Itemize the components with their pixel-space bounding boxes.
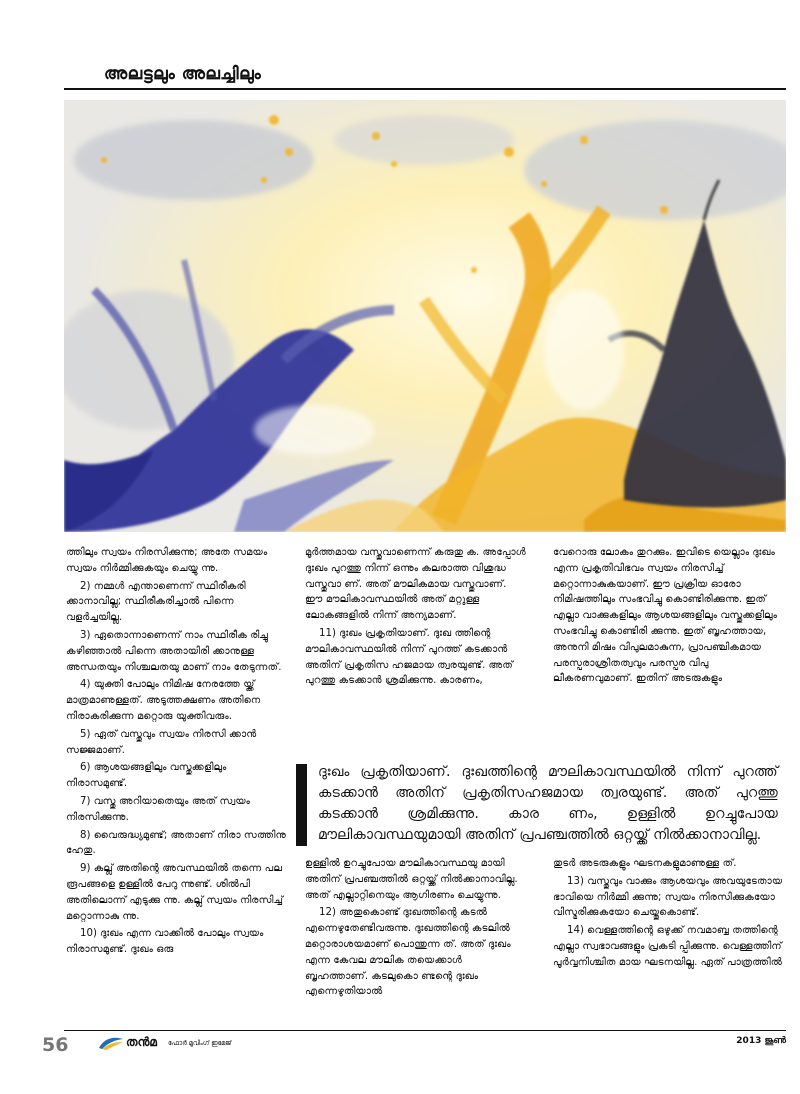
text-column-2 bbox=[305, 545, 527, 691]
pull-quote-bar bbox=[296, 764, 307, 846]
magazine-logo-icon bbox=[98, 1036, 124, 1050]
text-column-3-lower bbox=[553, 856, 783, 973]
page-footer bbox=[42, 1030, 786, 1056]
paragraph: 12) അതുകൊണ്ട് ദുഃഖത്തിന്റെ കടൽ എന്നെഴുതേണ്ടിവരുന്നു. ദുഃഖത്തിന്റെ കടലിൽ മറ്റൊരാശയമാണ് പൊന്തുന്ന ത്. അത് ദുഃഖം എന്ന കേവല മൗലിക തയെക്കാൾ ബൃഹത്താണ്. കടലുകൊ ണ്ടന്റെ ദുഃഖം എന്നെഴുതിയാൽ bbox=[305, 907, 511, 998]
text-column-3 bbox=[553, 545, 783, 689]
pull-quote-text: ദുഃഖം പ്രകൃതിയാണ്. ദുഃഖത്തിന്റെ മൗലികാവസ്ഥയിൽ നിന്ന് പുറത്ത് കടക്കാൻ അതിന് പ്രകൃതിസഹജമായ ത്വരയുണ്ട്. അത് പുറത്തു കടക്കാൻ ശ്രമിക്കുന്നു. കാര ണം, ഉള്ളിൽ ഉറച്ചുപോയ മൗലികാവസ്ഥയുമായി അതിന് പ്രപഞ്ചത്തിൽ ഒറ്റയ്ക്ക് നിൽക്കാനാവില്ല. bbox=[318, 764, 778, 843]
page-number: 56 bbox=[42, 1034, 69, 1056]
paragraph: തുടർ അടരുകളും ഘടനകളുമാണുള്ള ത്. bbox=[553, 858, 737, 869]
section-title: അലട്ടലും അലച്ചിലും bbox=[104, 64, 262, 84]
paragraph: 3) ഏതൊന്നാണെന്ന് നാം സ്ഥിരീക രിച്ചു കഴിഞ്ഞാൽ പിന്നെ അതായിരി ക്കാനുള്ള അന്ധതയും നിശ്ചലതയു മാണ് നാം തേടുന്നത്. bbox=[66, 629, 282, 673]
magazine-tagline: ഫോർ മൂവിംഗ് ഇമേജ് bbox=[168, 1039, 232, 1047]
issue-date: 2013 ജൂൺ bbox=[736, 1036, 786, 1046]
paragraph: 9) കല്ല് അതിന്റെ അവസ്ഥയിൽ തന്നെ പല രൂപങ്ങളെ ഉള്ളിൽ പേറു ന്നുണ്ട്. ശിൽപി അതിലൊന്ന് എടുക്കു ന്നു. കല്ല് സ്വയം നിരസിച്ച് മറ്റൊന്നാകു ന്നു. bbox=[66, 863, 284, 922]
paragraph: 6) ആശയങ്ങളിലും വസ്തുക്കളിലും നിരാസമുണ്ട്. bbox=[66, 762, 227, 790]
pull-quote bbox=[296, 762, 782, 846]
paragraph: 4) യുക്തി പോലും നിമിഷ നേരത്തേ യ്ക്ക് മാത്രമാണുള്ളത്. അടുത്തക്ഷണം അതിനെ നിരാകരിക്കുന്ന മറ്റൊരു യുക്തിവരും. bbox=[66, 679, 261, 722]
paragraph: ഉള്ളിൽ ഉറച്ചുപോയ മൗലികാവസ്ഥയു മായി അതിന് പ്രപഞ്ചത്തിൽ ഒറ്റയ്ക്ക് നിൽക്കാനാവില്ല. അത് എല്ലാറ്റിനെയും ആഗിരണം ചെയ്യുന്നു. bbox=[305, 858, 518, 901]
paragraph: 10) ദുഃഖം എന്ന വാക്കിൽ പോലും സ്വയം നിരാസമുണ്ട്. ദുഃഖം ഒരു bbox=[66, 928, 264, 956]
watercolor-painting bbox=[64, 100, 786, 532]
paragraph: 13) വസ്തുവും വാക്കും ആശയവും അവയുടേതായ ഭാവിയെ നിർമ്മി ക്കുന്നു; സ്വയം നിരസിക്കുകയോ വിസ്മരിക്കുകയോ ചെയ്തുകൊണ്ട്. bbox=[553, 875, 783, 919]
magazine-name: തൻമ bbox=[126, 1035, 157, 1049]
text-column-1 bbox=[66, 545, 288, 960]
paragraph: 7) വസ്തു അറിയാതെയും അത് സ്വയം നിരസിക്കുന്നു. bbox=[66, 795, 251, 823]
paragraph: 14) വെള്ളത്തിന്റെ ഒഴുക്ക് നവമാബ്ബ തത്തിന്റെ എല്ലാ സ്വഭാവങ്ങളും പ്രകടി പ്പിക്കുന്നു. വെള്ളത്തിന് പൂർവ്വനിശ്ചിത മായ ഘടനയില്ല. ഏത് പാത്രത്തിൽ bbox=[553, 925, 783, 968]
paragraph: ത്തിലും സ്വയം നിരസിക്കുന്നു; അതേ സമയം സ്വയം നിർമ്മിക്കുകയും ചെയ്യു ന്നു. bbox=[66, 547, 268, 574]
paragraph: 11) ദുഃഖം പ്രകൃതിയാണ്. ദുഃഖ ത്തിന്റെ മൗലികാവസ്ഥയിൽ നിന്ന് പുറത്ത് കടക്കാൻ അതിന് പ്രകൃതിസ ഹജമായ ത്വരയുണ്ട്. അത് പുറത്തു കടക്കാൻ ശ്രമിക്കുന്നു. കാരണം, bbox=[305, 627, 514, 687]
page-header bbox=[64, 62, 786, 88]
paragraph: വേറൊരു ലോകം തുറക്കും. ഇവിടെ യെല്ലാം ദുഃഖം എന്ന പ്രകൃതിവിഭവം സ്വയം നിരസിച്ച് മറ്റൊന്നാകുകയാണ്. ഈ പ്രക്രിയ ഓരോ നിമിഷത്തിലും സംഭവിച്ചു കൊണ്ടിരിക്കുന്നു. ഇത് എല്ലാ വാക്കുകളിലും ആശയങ്ങളിലും വസ്തുക്കളിലും സംഭവിച്ചു കൊണ്ടിരി ക്കുന്നു. ഇത് ബൃഹത്തായ, അനുനി മിഷം വിപുലമാകുന്ന, പ്രാപഞ്ചികമായ പരസ്പരാശ്രിതത്വവും പരസ്പര വിപു ലീകരണവുമാണ്. ഇതിന് അടരുകളും bbox=[553, 547, 778, 685]
paragraph: 8) വൈരുദ്ധ്യമുണ്ട്; അതാണ് നിരാ സത്തിനു ഹേതു. bbox=[66, 829, 286, 857]
footer-rule bbox=[64, 1030, 786, 1031]
paragraph: 5) ഏത് വസ്തുവും സ്വയം നിരസി ക്കാൻ സജ്ജമാണ്. bbox=[66, 728, 257, 756]
header-rule bbox=[64, 88, 786, 90]
text-column-2-lower bbox=[305, 856, 527, 1002]
paragraph: മൂർത്തമായ വസ്തുവാണെന്ന് കരുതു ക. അപ്പോൾ ദുഃഖം പുറത്തു നിന്ന് ഒന്നും കലരാത്ത വിശുദ്ധ വസ്തുവാ ണ്. അത് മൗലികമായ വസ്തുവാണ്. ഈ മൗലികാവസ്ഥയിൽ അത് മറ്റുള്ള ലോകങ്ങളിൽ നിന്ന് അന്യമാണ്. bbox=[305, 547, 526, 622]
paragraph: 2) നമ്മൾ എന്താണെന്ന് സ്ഥിരീകരി ക്കാനാവില്ല; സ്ഥിരീകരിച്ചാൽ പിന്നെ വളർച്ചയില്ല. bbox=[66, 580, 246, 624]
